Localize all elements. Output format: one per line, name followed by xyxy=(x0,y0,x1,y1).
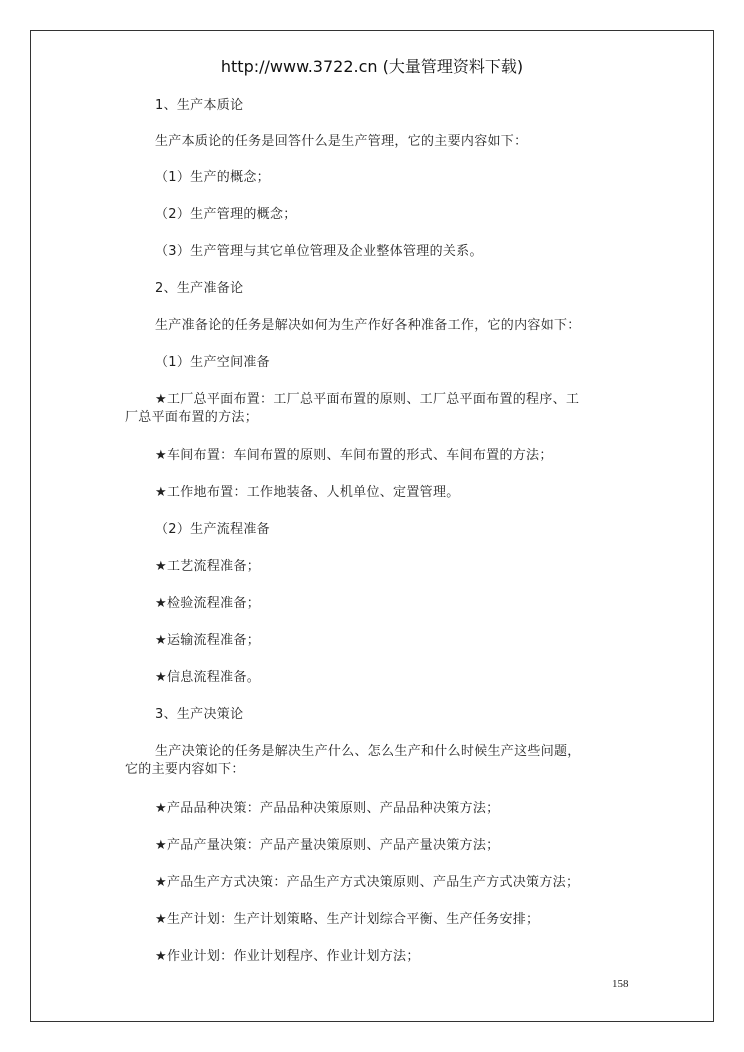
page-header-url: http://www.3722.cn (大量管理资料下载) xyxy=(220,57,524,76)
paragraph-line: 生产本质论的任务是回答什么是生产管理，它的主要内容如下： xyxy=(155,134,528,149)
paragraph-line: ★信息流程准备。 xyxy=(155,670,261,685)
paragraph-line: ★生产计划：生产计划策略、生产计划综合平衡、生产任务安排； xyxy=(155,912,540,927)
paragraph-line: ★作业计划：作业计划程序、作业计划方法； xyxy=(155,949,420,964)
paragraph-line: ★车间布置：车间布置的原则、车间布置的形式、车间布置的方法； xyxy=(155,448,553,463)
paragraph-line: ★产品生产方式决策：产品生产方式决策原则、产品生产方式决策方法； xyxy=(155,875,580,890)
paragraph-line: ★工艺流程准备； xyxy=(155,559,261,574)
section-heading-2: 2、生产准备论 xyxy=(155,281,244,296)
paragraph-line: （1）生产空间准备 xyxy=(155,355,270,370)
paragraph-line: 它的主要内容如下： xyxy=(125,762,245,777)
paragraph-line: ★工作地布置：工作地装备、人机单位、定置管理。 xyxy=(155,485,460,500)
paragraph-line: （3）生产管理与其它单位管理及企业整体管理的关系。 xyxy=(155,244,483,259)
section-heading-3: 3、生产决策论 xyxy=(155,707,244,722)
paragraph-line: ★产品产量决策：产品产量决策原则、产品产量决策方法； xyxy=(155,838,500,853)
paragraph-line: 生产准备论的任务是解决如何为生产作好各种准备工作，它的内容如下： xyxy=(155,318,581,333)
page-number: 158 xyxy=(612,978,629,990)
paragraph-line: （2）生产流程准备 xyxy=(155,522,270,537)
paragraph-line: ★检验流程准备； xyxy=(155,596,261,611)
paragraph-line: （2）生产管理的概念； xyxy=(155,207,297,222)
paragraph-line: 生产决策论的任务是解决生产什么、怎么生产和什么时候生产这些问题， xyxy=(155,744,581,759)
paragraph-line: ★运输流程准备； xyxy=(155,633,261,648)
paragraph-line: 厂总平面布置的方法； xyxy=(125,410,259,425)
paragraph-line: （1）生产的概念； xyxy=(155,170,270,185)
section-heading-1: 1、生产本质论 xyxy=(155,98,244,113)
paragraph-line: ★工厂总平面布置：工厂总平面布置的原则、工厂总平面布置的程序、工 xyxy=(155,392,580,407)
paragraph-line: ★产品品种决策：产品品种决策原则、产品品种决策方法； xyxy=(155,801,500,816)
